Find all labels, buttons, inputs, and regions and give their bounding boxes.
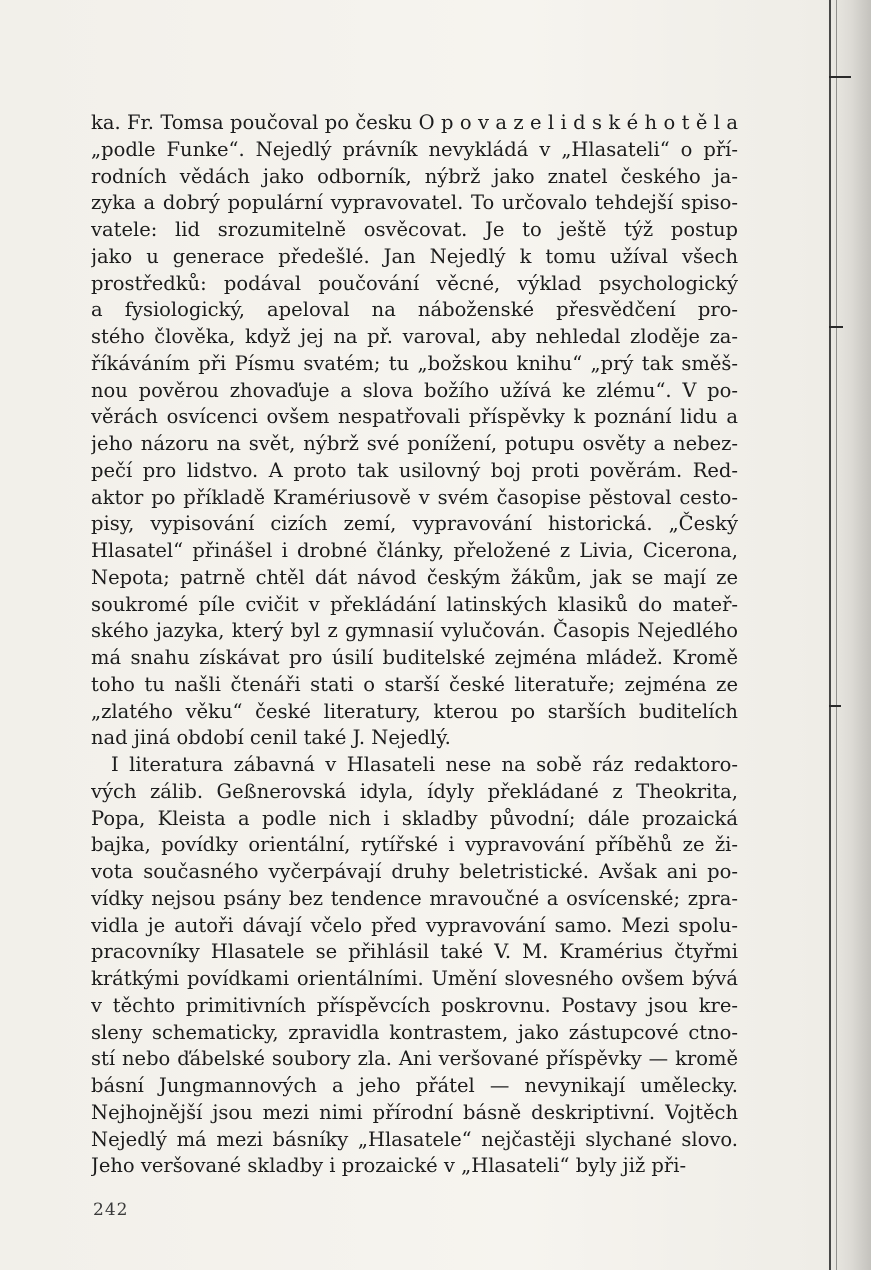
text-line: zyka a dobrý populární vypravovatel. To určovalo tehdejší spiso- [91,191,738,215]
text-line: krátkými povídkami orientálními. Umění slovesného ovšem bývá [91,967,738,990]
text-line: toho tu našli čtenáři stati o starší české literatuře; zejména ze [91,672,738,696]
paragraph [91,110,738,752]
text-line: „zlatého věku“ české literatury, kterou po starších buditelích [91,699,738,723]
text-line: básní Jungmannových a jeho přátel — nevynikají umělecky. [91,1074,738,1097]
text-line: v těchto primitivních příspěvcích poskrovnu. Postavy jsou kre- [91,993,738,1017]
text-line: stí nebo ďábelské soubory zla. Ani veršované příspěvky — kromě [91,1047,738,1071]
text-line: vidla je autoři dávají včelo před vypravování samo. Mezi spolu- [91,913,738,937]
text-line: říkáváním při Písmu svatém; tu „božskou knihu“ „prý tak směš- [91,351,738,375]
text-line: prostředků: podával poučování věcné, výklad psychologický [91,271,738,295]
text-line: pečí pro lidstvo. A proto tak usilovný boj proti pověrám. Red- [91,458,738,482]
text-line: vých zálib. Geßnerovská idyla, ídyly překládané z Theokrita, [91,779,738,803]
page-number: 242 [93,1200,129,1220]
text-line: a fysiologický, apeloval na náboženské přesvědčení pro- [91,298,738,322]
text-line: pisy, vypisování cizích zemí, vypravování historická. „Český [91,512,738,536]
page-edge-tick [829,705,841,707]
text-line: Hlasatel“ přinášel i drobné články, přeložené z Livia, Cicerona, [91,539,738,562]
text-line: má snahu získávat pro úsilí buditelské zejména mládež. Kromě [91,646,738,669]
text-line: jeho názoru na svět, nýbrž své ponížení, potupu osvěty a nebez- [91,432,738,455]
text-line: vota současného vyčerpávají druhy beletristické. Avšak ani po- [91,860,738,883]
text-line: rodních vědách jako odborník, nýbrž jako znatel českého ja- [91,164,738,188]
paragraph [91,752,738,1180]
text-line: ského jazyka, který byl z gymnasií vylučován. Časopis Nejedlého [91,619,738,643]
body-text [91,110,738,1180]
text-line: bajka, povídky orientální, rytířské i vypravování příběhů ze ži- [91,833,738,857]
text-line: Nejedlý má mezi básníky „Hlasatele“ nejčastěji slychané slovo. [91,1127,738,1151]
page-edge-tick [829,76,851,78]
text-line: Popa, Kleista a podle nich i skladby původní; dále prozaická [91,806,738,830]
text-line: nad jiná období cenil také J. Nejedlý. [91,726,451,750]
text-line: nou pověrou zhovaďuje a slova božího užívá ke zlému“. V po- [91,378,738,402]
page-edge-line [829,0,831,1270]
text-line: jako u generace předešlé. Jan Nejedlý k tomu užíval všech [91,244,738,268]
page-edge-line-secondary [836,0,837,1270]
text-line: vatele: lid srozumitelně osvěcovat. Je to ještě týž postup [91,218,738,241]
text-line: ka. Fr. Tomsa poučoval po česku O p o v a z e l i d s k é h o t ě l a [91,111,738,134]
text-line: vídky nejsou psány bez tendence mravoučné a osvícenské; zpra- [91,886,738,910]
text-line: stého člověka, když jej na př. varoval, aby nehledal zloděje za- [91,325,738,348]
text-line: věrách osvícenci ovšem nespatřovali příspěvky k poznání lidu a [91,405,738,429]
text-line: Nepota; patrně chtěl dát návod českým žákům, jak se mají ze [91,565,738,589]
text-line: Nejhojnější jsou mezi nimi přírodní básně deskriptivní. Vojtěch [91,1100,738,1124]
text-line: aktor po příkladě Kramériusově v svém časopise pěstoval cesto- [91,485,738,509]
text-line: pracovníky Hlasatele se přihlásil také V. M. Kramérius čtyřmi [91,940,738,964]
page-edge-tick [829,326,843,328]
text-line: I literatura zábavná v Hlasateli nese na sobě ráz redaktoro- [111,753,738,776]
gutter-shadow [827,0,871,1270]
text-line: „podle Funke“. Nejedlý právník nevykládá v „Hlasateli“ o pří- [91,137,738,161]
text-line: sleny schematicky, zpravidla kontrastem, jako zástupcové ctno- [91,1020,738,1044]
text-line: soukromé píle cvičit v překládání latinských klasiků do mateř- [91,592,738,616]
text-line: Jeho veršované skladby i prozaické v „Hlasateli“ byly již při- [91,1154,687,1178]
